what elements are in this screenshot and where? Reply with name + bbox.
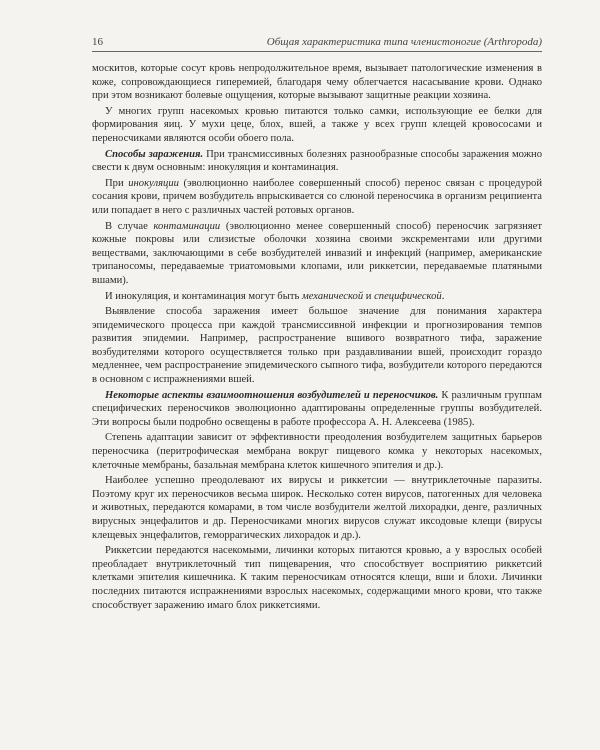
body-text <box>92 62 542 614</box>
paragraph: Степень адаптации зависит от эффективности преодоления возбудителем защитных барьеров переносчика (перитрофическая мембрана вокруг пищевого комка у некоторых насекомых, клеточные мембраны, базальная мембрана клеток кишечного эпителия и др.). <box>92 432 542 471</box>
paragraph: У многих групп насекомых кровью питаются только самки, использующие ее белки для формирования яиц. У мухи цеце, блох, вшей, а также у всех групп клещей кровососами и переносчиками являются особи обоего пола. <box>92 105 542 144</box>
page-number: 16 <box>92 36 103 48</box>
paragraph: Риккетсии передаются насекомыми, личинки которых питаются кровью, а у взрослых особей преобладает внутриклеточный тип пищеварения, что способствует восприятию риккетсий клетками эпителия кишечника. К таким переносчикам относятся клещи, вши и блохи. Личинки последних питаются испражнениями взрослых насекомых, содержащими много крови, что также способствует заражению имаго блох риккетсиями. <box>92 545 542 611</box>
section-heading: Способы заражения. <box>105 148 204 160</box>
term: контаминации <box>153 220 221 232</box>
paragraph: Способы заражения. При трансмиссивных болезнях разнообразные способы заражения можно свести к двум основным: инокуляция и контаминация. <box>92 148 542 174</box>
paragraph: Выявление способа заражения имеет большое значение для понимания характера эпидемического процесса при каждой трансмиссивной инфекции и прогнозирования темпов развития эпидемии. Например, распространение вшивого возвратного тифа, заражение возбудителями которого осуществляется только при раздавливании вшей, происходит гораздо медленнее, чем распространение эпидемического сыпного тифа, возбудители которого передаются в основном с испражнениями вшей. <box>92 306 542 386</box>
paragraph: москитов, которые сосут кровь непродолжительное время, вызывает патологические изменения в коже, сопровождающиеся гиперемией, благодаря чему облегчается насасывание крови. Однако при этом возникают болевые ощущения, которые вызывают защитные реакции хозяина. <box>92 63 542 102</box>
paragraph: В случае контаминации (эволюционно менее совершенный способ) переносчик загрязняет кожные покровы или слизистые оболочки хозяина своими экскрементами или другими веществами, заключающими в себе возбудителей инвазий и инфекций (например, американские трипаносомы, передаваемые триатомовыми клопами, или риккетсии, передаваемые платяными вшами). <box>92 220 542 286</box>
paragraph: Некоторые аспекты взаимоотношения возбудителей и переносчиков. К различным группам специфических переносчиков эволюционно адаптированы определенные группы возбудителей. Эти вопросы были подробно освещены в работе профессора А. Н. Алексеева (1985). <box>92 389 542 428</box>
term: инокуляции <box>128 177 179 189</box>
paragraph: Наиболее успешно преодолевают их вирусы и риккетсии — внутриклеточные паразиты. Поэтому круг их переносчиков весьма широк. Несколько сотен вирусов, патогенных для человека и животных, передаются комарами, в том числе возбудители желтой лихорадки, денге, различных вирусных энцефалитов и др. Переносчиками многих вирусов служат иксодовые клещи (вирусы клещевых энцефалитов, геморрагических лихорадок и др.). <box>92 475 542 541</box>
paragraph: И инокуляция, и контаминация могут быть механической и специфической. <box>105 290 445 302</box>
term: специфической <box>374 290 442 302</box>
term: механической <box>301 290 364 302</box>
section-heading: Некоторые аспекты взаимоотношения возбудителей и переносчиков. <box>105 389 439 401</box>
paragraph: При инокуляции (эволюционно наиболее совершенный способ) перенос связан с процедурой сосания крови, причем возбудитель впрыскивается со слюной переносчика в организм реципиента или попадает в него с различных частей ротовых органов. <box>92 177 543 216</box>
page-header <box>92 36 542 52</box>
running-title: Общая характеристика типа членистоногие (Arthropoda) <box>266 36 542 48</box>
